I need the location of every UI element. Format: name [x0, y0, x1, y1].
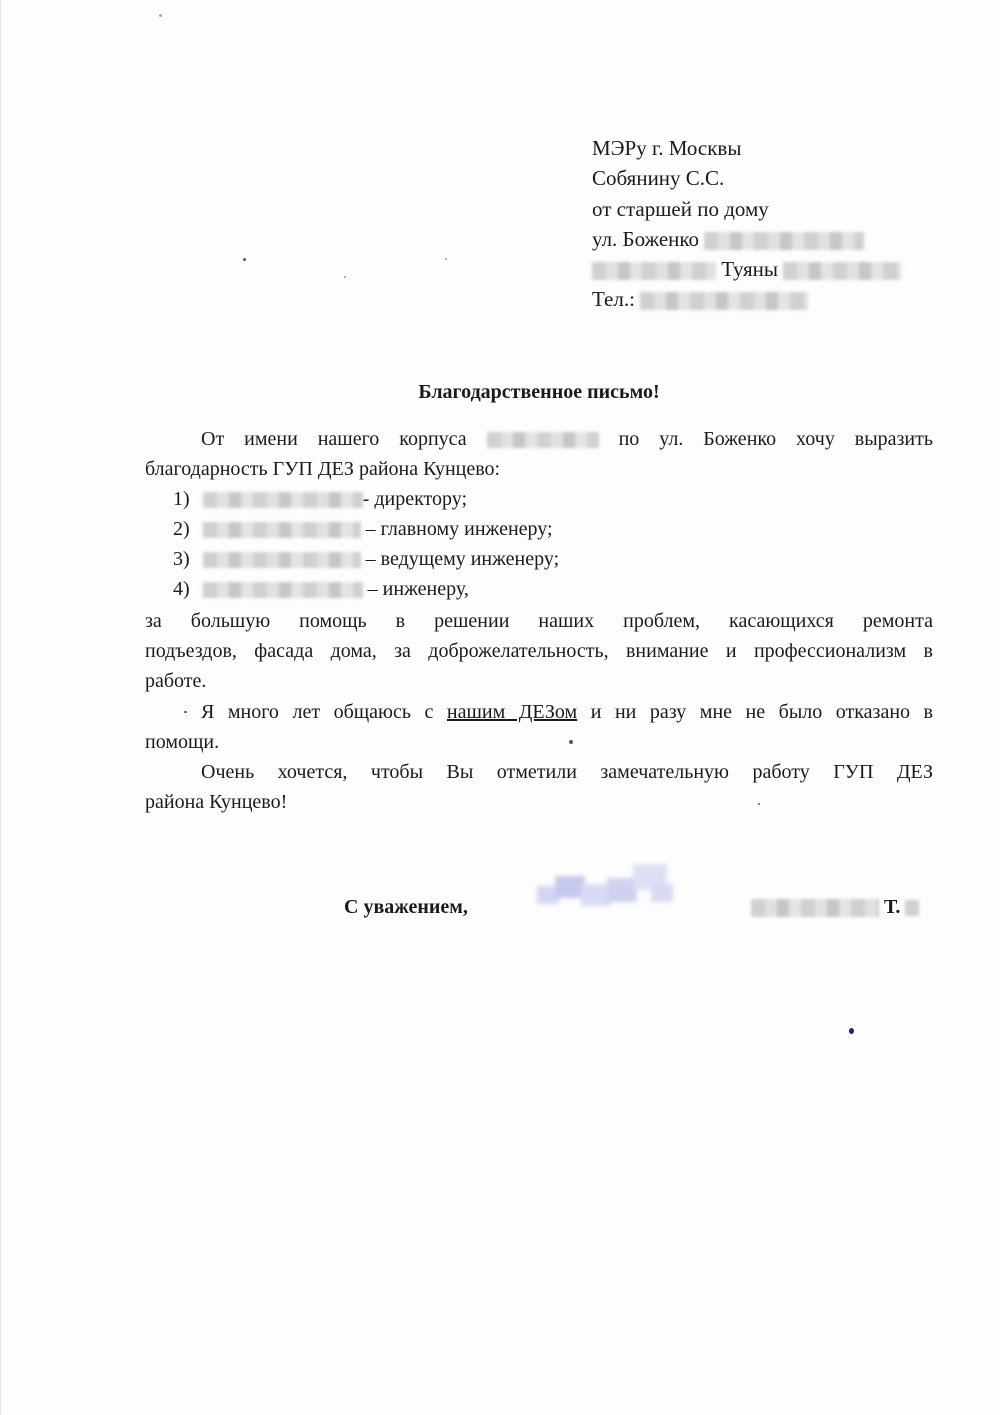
paragraph-2-line-1: за большую помощь в решении наших проблем, касающихся ремонта	[145, 610, 933, 632]
ink-dot	[849, 1028, 854, 1034]
list-num: 3)	[173, 548, 190, 570]
list-role: – инженеру,	[367, 578, 469, 600]
handwritten-signature	[533, 858, 683, 924]
addressee-line-2: Собянину С.С.	[592, 166, 725, 190]
list-num: 4)	[173, 578, 190, 600]
redacted-signer-surname	[751, 899, 879, 917]
scan-speck	[159, 14, 162, 17]
paragraph-3-line-2: помощи.	[145, 731, 220, 753]
redacted-building	[487, 432, 599, 448]
list-role: - директору;	[362, 488, 468, 510]
street-label: ул. Боженко	[592, 227, 700, 251]
p3-lead: Я много лет общаюсь с	[201, 701, 434, 723]
list-item-4	[173, 574, 469, 604]
scan-speck	[569, 740, 573, 744]
p1-tail: по ул. Боженко хочу выразить	[618, 428, 933, 450]
redacted-patronymic	[783, 262, 901, 280]
scan-speck	[184, 711, 187, 713]
list-num: 1)	[173, 488, 190, 510]
paragraph-2-line-2: подъездов, фасада дома, за доброжелательность, внимание и профессионализм в	[145, 640, 933, 662]
addressee-line-5	[592, 257, 901, 281]
letter-title: Благодарственное письмо!	[418, 381, 660, 403]
scan-speck	[243, 258, 246, 261]
redacted-address	[704, 232, 864, 250]
list-item-2	[173, 514, 553, 544]
p3-tail: и ни разу мне не было отказано в	[590, 701, 933, 723]
addressee-line-1: МЭРу г. Москвы	[592, 136, 742, 160]
list-num: 2)	[173, 518, 190, 540]
paragraph-4-line-1: Очень хочется, чтобы Вы отметили замечательную работу ГУП ДЕЗ	[201, 761, 933, 783]
list-role: – главному инженеру;	[365, 518, 553, 540]
redacted-name	[203, 522, 361, 538]
redacted-name	[203, 492, 363, 508]
redacted-name	[203, 582, 363, 598]
addressee-line-4	[592, 227, 864, 251]
first-name: Туяны	[721, 257, 779, 281]
redacted-phone	[640, 292, 808, 310]
addressee-line-3: от старшей по дому	[592, 197, 769, 221]
scan-speck	[344, 276, 346, 278]
list-item-3	[173, 544, 559, 574]
paragraph-3-line-1	[201, 697, 933, 727]
closing-regards: С уважением,	[344, 896, 468, 918]
p1-lead: От имени нашего корпуса	[201, 428, 467, 450]
scan-speck	[445, 258, 447, 260]
list-role: – ведущему инженеру;	[365, 548, 560, 570]
signer-initial: Т.	[884, 896, 901, 918]
redacted-signer-initial	[905, 900, 919, 916]
paragraph-1-line-2: благодарность ГУП ДЕЗ района Кунцево:	[145, 458, 501, 480]
addressee-line-6	[592, 287, 808, 311]
list-item-1	[173, 484, 467, 514]
redacted-surname	[592, 262, 716, 280]
signer-name	[751, 896, 919, 919]
underlined-dez: нашим ДЕЗом	[446, 701, 578, 723]
redacted-name	[203, 552, 361, 568]
scan-speck	[758, 803, 760, 805]
paragraph-4-line-2: района Кунцево!	[145, 791, 288, 813]
paragraph-2-line-3: работе.	[145, 670, 207, 692]
phone-label: Тел.:	[592, 287, 635, 311]
paragraph-1-line-1	[201, 424, 933, 454]
